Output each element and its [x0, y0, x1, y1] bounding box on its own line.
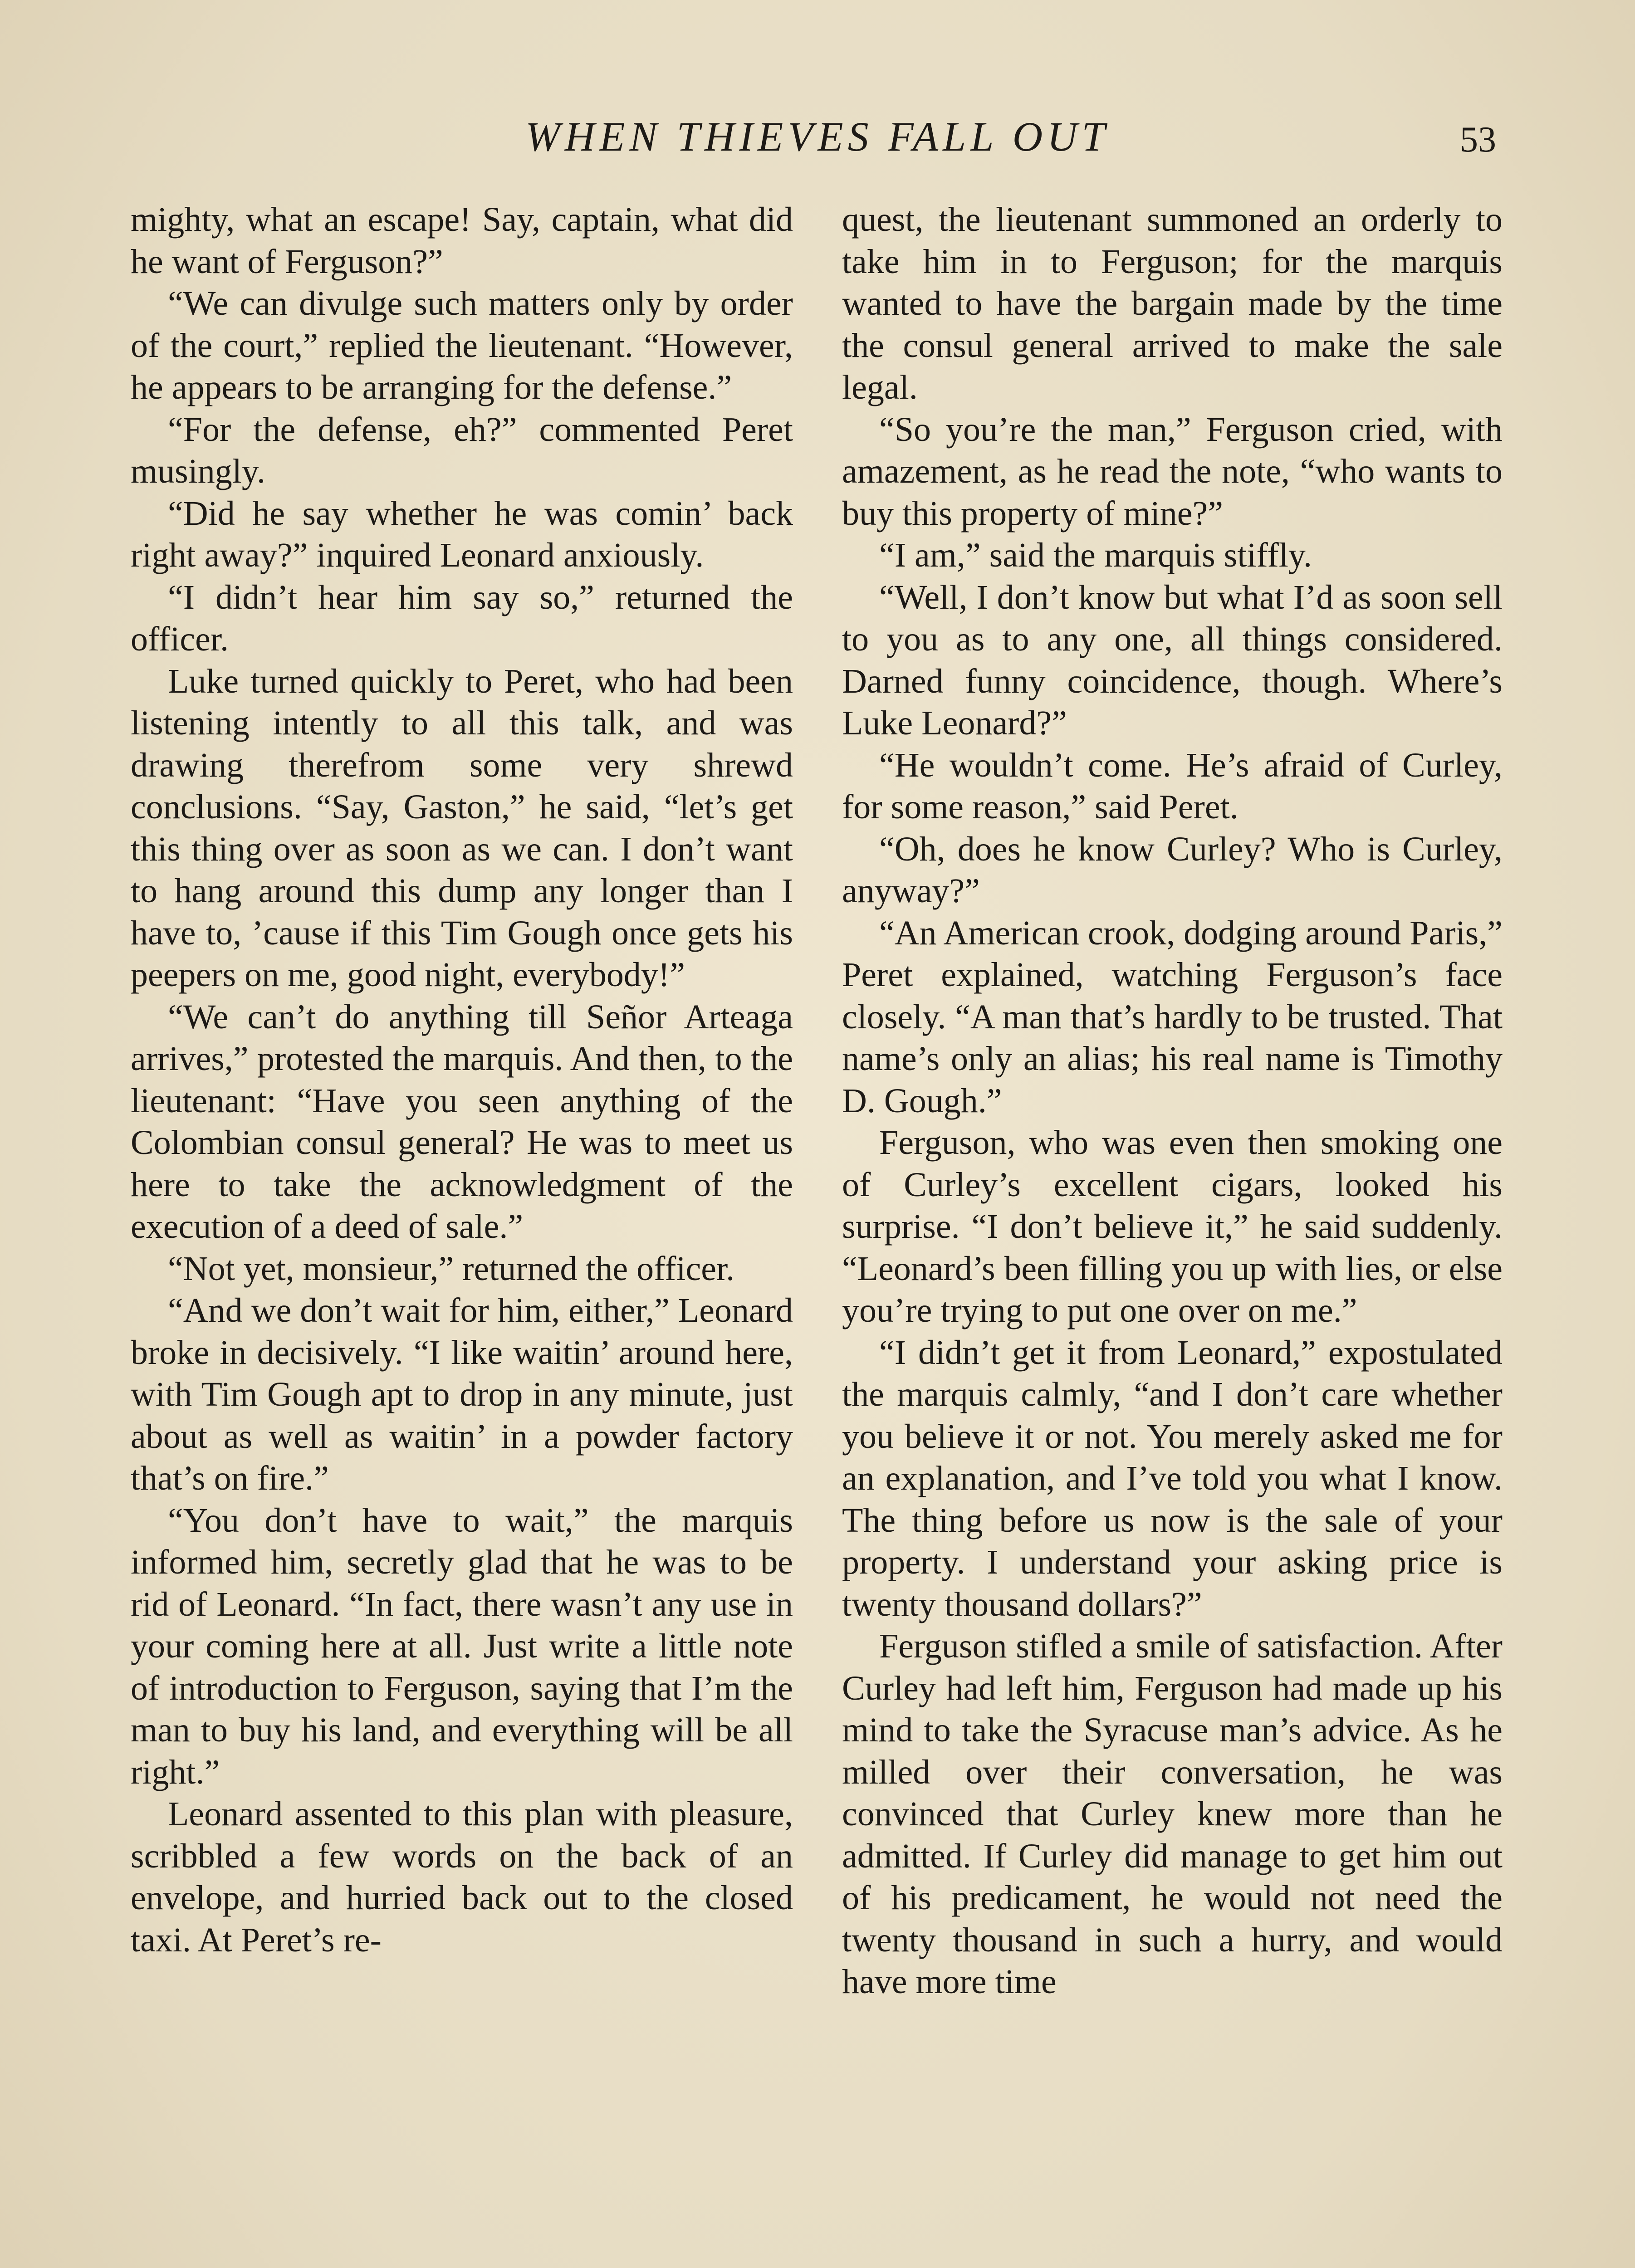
paragraph: “Well, I don’t know but what I’d as soon sell to you as to any one, all things considered. Darned funny coincidence, though. Where’s Luke Leonard?”: [842, 578, 1503, 742]
paragraph: “An American crook, dodging around Paris,” Peret explained, watching Ferguson’s face closely. “A man that’s hardly to be trusted. That name’s only an alias; his real name is Timothy D. Gough.”: [842, 914, 1503, 1120]
paragraph: “We can divulge such matters only by order of the court,” replied the lieutenant. “However, he appears to be arranging for the defense.”: [131, 284, 793, 406]
paragraph: “So you’re the man,” Ferguson cried, with amazement, as he read the note, “who wants to buy this property of mine?”: [842, 410, 1503, 533]
paragraph: “You don’t have to wait,” the marquis informed him, secretly glad that he was to be rid of Leonard. “In fact, there wasn’t any use in your coming here at all. Just write a little note of introduction to Ferguson, saying that I’m the man to buy his land, and everything will be all right.”: [131, 1501, 793, 1791]
paragraph: “Did he say whether he was comin’ back right away?” inquired Leonard anxiously.: [131, 494, 793, 574]
paragraph: quest, the lieutenant summoned an orderly to take him in to Ferguson; for the marquis wanted to have the bargain made by the time the consul general arrived to make the sale legal.: [842, 200, 1503, 406]
paragraph: “I am,” said the marquis stiffly.: [879, 536, 1312, 574]
paragraph: “He wouldn’t come. He’s afraid of Curley, for some reason,” said Peret.: [842, 746, 1503, 826]
right-text-column: [842, 199, 1503, 2003]
left-text-column: [131, 199, 793, 1961]
paragraph: “Not yet, monsieur,” returned the officer.: [168, 1249, 735, 1288]
paragraph: mighty, what an escape! Say, captain, what did he want of Ferguson?”: [131, 200, 793, 281]
paragraph: “For the defense, eh?” commented Peret musingly.: [131, 410, 793, 490]
paragraph: Luke turned quickly to Peret, who had been listening intently to all this talk, and was drawing therefrom some very shrewd conclusions. “Say, Gaston,” he said, “let’s get this thing over as soon as we can. I don’t want to hang around this dump any longer than I have to, ’cause if this Tim Gough once gets his peepers on me, good night, everybody!”: [131, 662, 793, 994]
paragraph: “Oh, does he know Curley? Who is Curley, anyway?”: [842, 830, 1503, 910]
paragraph: “We can’t do anything till Señor Arteaga arrives,” protested the marquis. And then, to the lieutenant: “Have you seen anything of the Colombian consul general? He was to meet us here to take the acknowledgment of the execution of a deed of sale.”: [131, 997, 793, 1246]
paragraph: Leonard assented to this plan with pleasure, scribbled a few words on the back of an envelope, and hurried back out to the closed taxi. At Peret’s re-: [131, 1795, 793, 1959]
page-number: 53: [1460, 120, 1496, 160]
paragraph: Ferguson, who was even then smoking one of Curley’s excellent cigars, looked his surprise. “I don’t believe it,” he said suddenly. “Leonard’s been filling you up with lies, or else you’re trying to put one over on me.”: [842, 1124, 1503, 1330]
paragraph: Ferguson stifled a smile of satisfaction. After Curley had left him, Ferguson had made up his mind to take the Syracuse man’s advice. As he milled over their conversation, he was convinced that Curley knew more than he admitted. If Curley did manage to get him out of his predicament, he would not need the twenty thousand in such a hurry, and would have more time: [842, 1627, 1503, 2001]
paragraph: “I didn’t get it from Leonard,” expostulated the marquis calmly, “and I don’t care whether you believe it or not. You merely asked me for an explanation, and I’ve told you what I know. The thing before us now is the sale of your property. I understand your asking price is twenty thousand dollars?”: [842, 1333, 1503, 1623]
running-title: WHEN THIEVES FALL OUT: [525, 113, 1110, 160]
paragraph: “And we don’t wait for him, either,” Leonard broke in decisively. “I like waitin’ around here, with Tim Gough apt to drop in any minute, just about as well as waitin’ in a powder factory that’s on fire.”: [131, 1291, 793, 1497]
paragraph: “I didn’t hear him say so,” returned the officer.: [131, 578, 793, 658]
